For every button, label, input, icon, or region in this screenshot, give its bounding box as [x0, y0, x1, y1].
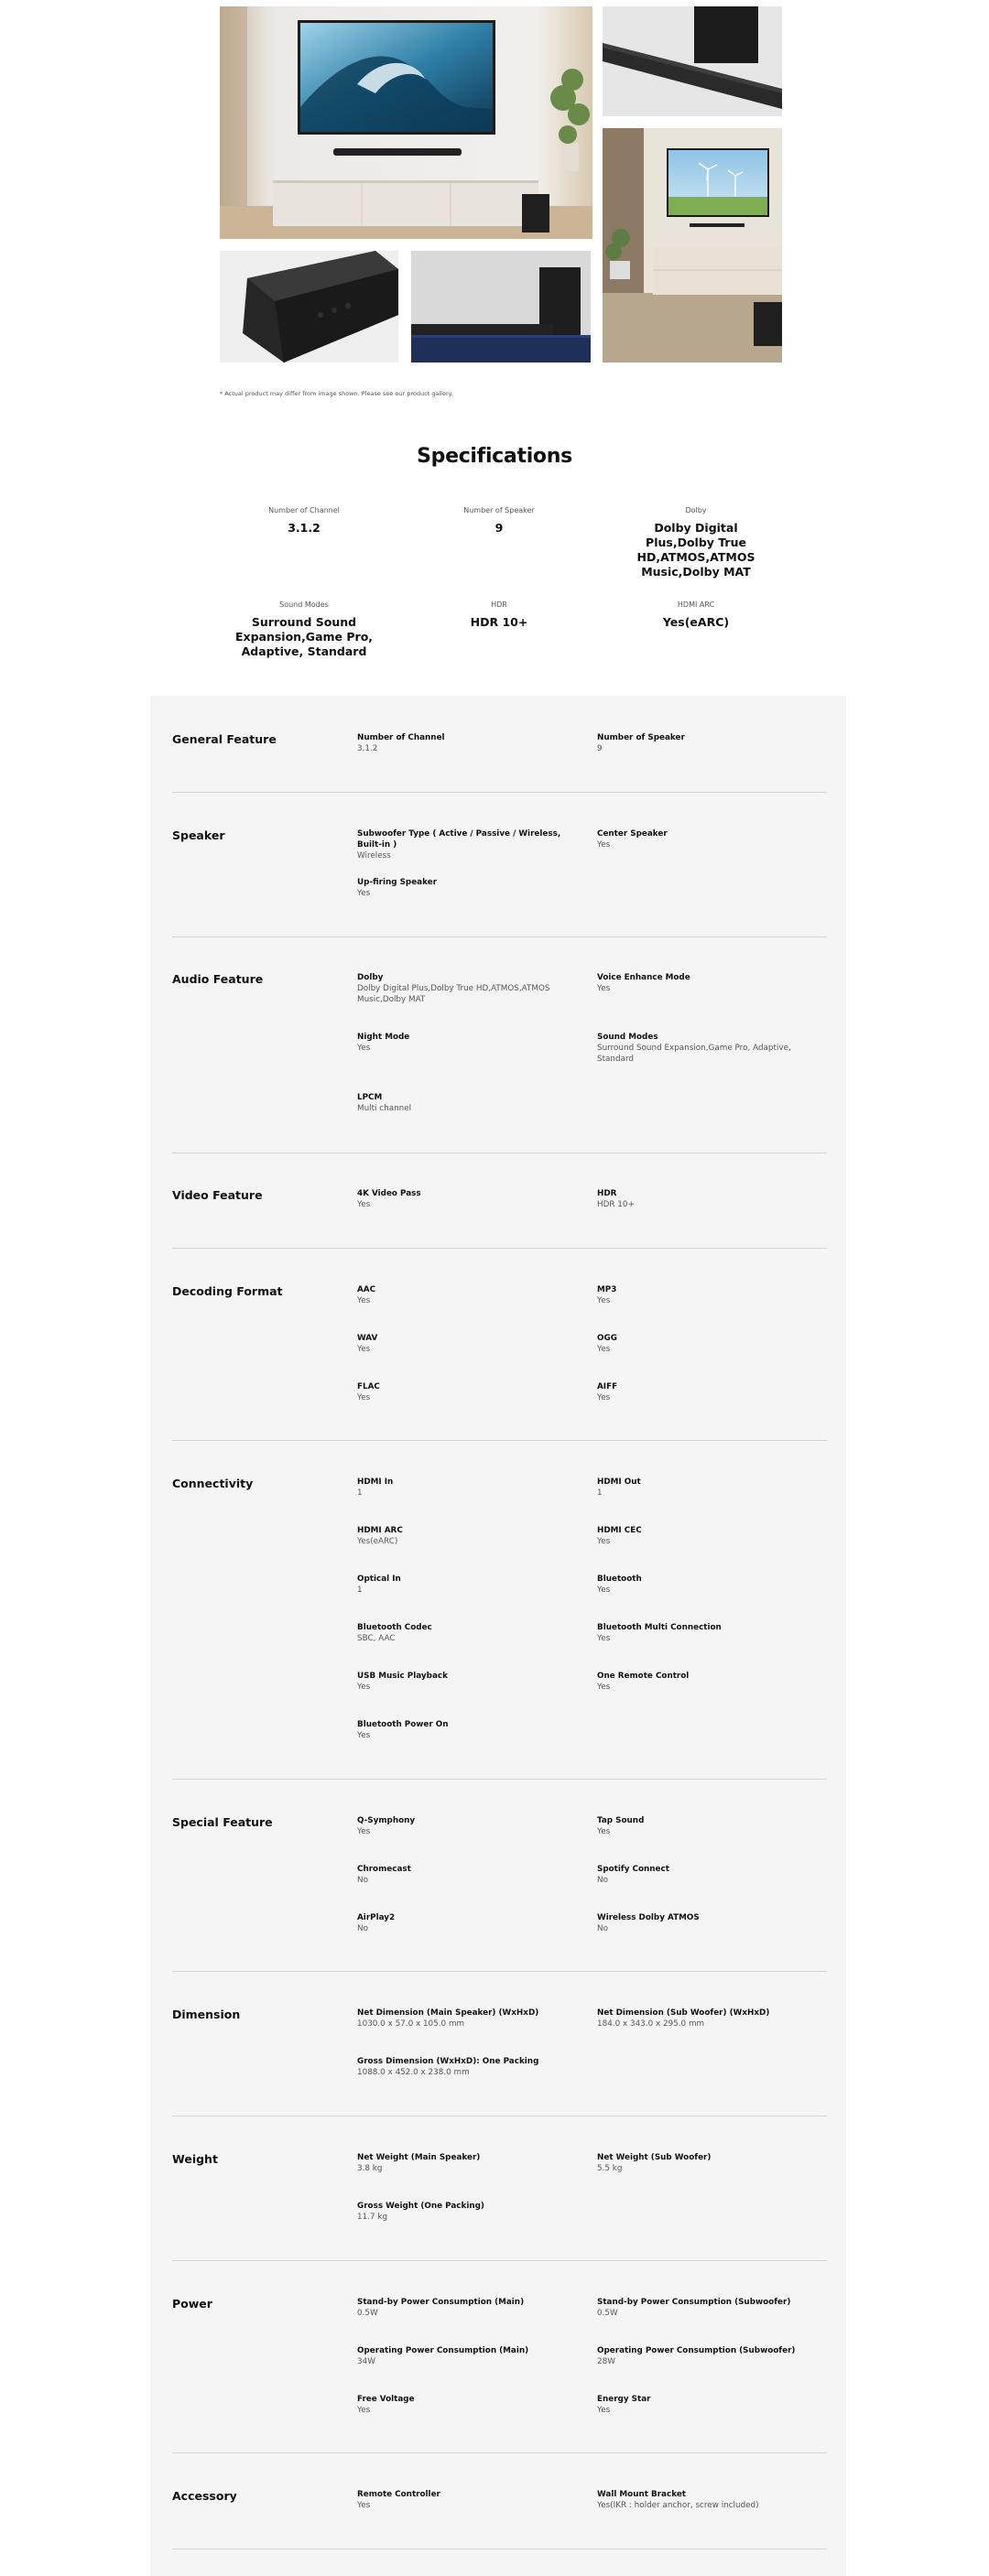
spec-key: Number of Speaker [597, 733, 685, 742]
gallery-image-living-room-wave-tv[interactable] [220, 6, 592, 239]
spec-key: 4K Video Pass [357, 1189, 421, 1198]
spec-value: HDR 10+ [597, 1200, 635, 1209]
spec-item [357, 1719, 568, 1742]
highlight-label: Number of Speaker [463, 506, 535, 514]
spec-item [597, 2152, 808, 2175]
spec-key: Optical In [357, 1575, 401, 1584]
highlight-value: Dolby Digital Plus,Dolby True HD,ATMOS,ATMOS Music,Dolby MAT [636, 521, 755, 579]
spec-value: Yes [597, 1827, 611, 1836]
spec-key: HDMI In [357, 1477, 394, 1487]
spec-key: Wireless Dolby ATMOS [597, 1913, 700, 1922]
spec-key: Gross Dimension (WxHxD): One Packing [357, 2057, 539, 2066]
highlight-label: Number of Channel [268, 506, 340, 514]
spec-value: Yes(IKR : holder anchor, screw included) [597, 2501, 759, 2510]
section-divider [172, 792, 827, 793]
spec-value: 5.5 kg [597, 2164, 623, 2173]
spec-value: Wireless [357, 851, 391, 860]
spec-item [597, 1188, 808, 1211]
spec-item [597, 1477, 808, 1499]
spec-item [357, 1574, 568, 1596]
highlight-label: HDR [491, 601, 507, 609]
spec-key: Operating Power Consumption (Main) [357, 2346, 529, 2355]
spec-value: 11.7 kg [357, 2213, 388, 2222]
section-title: Dimension [172, 2008, 241, 2021]
spec-key: HDMI ARC [357, 1526, 403, 1535]
highlight-number-of-channel [194, 506, 414, 536]
spec-value: 3.1.2 [357, 744, 378, 753]
spec-key: Energy Star [597, 2395, 651, 2404]
spec-item [357, 1333, 568, 1356]
spec-item [597, 1864, 808, 1887]
spec-key: Chromecast [357, 1865, 411, 1874]
spec-item [357, 1381, 568, 1404]
spec-item [357, 1912, 568, 1935]
spec-item [597, 1525, 808, 1548]
section-divider [172, 1440, 827, 1441]
spec-value: 1 [357, 1488, 363, 1498]
spec-item [597, 1333, 808, 1356]
section-divider [172, 1779, 827, 1780]
section-title: Special Feature [172, 1815, 273, 1829]
spec-key: Q-Symphony [357, 1816, 416, 1825]
spec-key: Stand-by Power Consumption (Main) [357, 2298, 525, 2307]
spec-value: Yes [357, 1200, 371, 1209]
spec-item [357, 2297, 586, 2320]
spec-value: 0.5W [357, 2309, 378, 2318]
spec-value: 9 [597, 744, 603, 753]
spec-key: AirPlay2 [357, 1913, 396, 1922]
spec-value: Yes [597, 1537, 611, 1546]
spec-item [357, 2056, 586, 2079]
spec-value: 1 [357, 1586, 363, 1595]
spec-key: HDMI CEC [597, 1526, 642, 1535]
spec-key: Bluetooth Multi Connection [597, 1623, 722, 1632]
spec-key: Gross Weight (One Packing) [357, 2202, 484, 2211]
spec-value: Yes [597, 984, 611, 993]
spec-value: SBC, AAC [357, 1634, 396, 1643]
spec-value: 28W [597, 2357, 615, 2366]
spec-key: Free Voltage [357, 2395, 415, 2404]
spec-item [357, 732, 568, 755]
highlight-value: 9 [494, 521, 504, 535]
spec-key: AIFF [597, 1382, 618, 1391]
spec-item [357, 2345, 586, 2368]
spec-item [357, 2201, 568, 2224]
section-title: Accessory [172, 2489, 237, 2503]
spec-key: LPCM [357, 1093, 383, 1102]
spec-key: Remote Controller [357, 2490, 440, 2499]
highlight-hdr [389, 601, 609, 630]
spec-value: Yes [597, 1296, 611, 1305]
spec-key: Sound Modes [597, 1033, 658, 1042]
product-disclaimer: * Actual product may differ from image shown. Please see our product gallery. [220, 390, 453, 397]
spec-value: Yes [597, 1345, 611, 1354]
spec-item [597, 2394, 808, 2417]
spec-key: Tap Sound [597, 1816, 645, 1825]
spec-item [597, 972, 808, 995]
spec-item [597, 2297, 826, 2320]
spec-key: Net Weight (Main Speaker) [357, 2153, 481, 2162]
spec-value: 1088.0 x 452.0 x 238.0 mm [357, 2068, 470, 2077]
spec-key: OGG [597, 1334, 617, 1343]
section-divider [172, 1971, 827, 1972]
section-divider [172, 2260, 827, 2261]
spec-key: Net Weight (Sub Woofer) [597, 2153, 712, 2162]
spec-value: Yes [597, 1683, 611, 1692]
spec-key: Number of Channel [357, 733, 445, 742]
spec-value: 34W [357, 2357, 375, 2366]
gallery-image-room-windmill-tv[interactable] [603, 128, 782, 363]
gallery-image-soundbar-closeup[interactable] [603, 6, 782, 116]
spec-item [357, 1864, 568, 1887]
spec-key: Bluetooth [597, 1575, 642, 1584]
spec-value: Yes [357, 889, 371, 898]
spec-value: Yes [597, 2406, 611, 2415]
spec-key: One Remote Control [597, 1672, 690, 1681]
spec-key: AAC [357, 1285, 376, 1294]
section-divider [172, 1248, 827, 1249]
spec-item [597, 1815, 808, 1838]
section-divider [172, 2452, 827, 2453]
spec-item [597, 2345, 826, 2368]
specifications-heading: Specifications [417, 445, 572, 468]
highlight-value: HDR 10+ [470, 615, 528, 629]
spec-item [357, 1525, 568, 1548]
spec-item [597, 1671, 808, 1694]
spec-value: 3.8 kg [357, 2164, 383, 2173]
spec-item [357, 1671, 568, 1694]
spec-key: Wall Mount Bracket [597, 2490, 686, 2499]
spec-value: Yes [357, 1731, 371, 1740]
spec-value: Yes [357, 1393, 371, 1402]
highlight-value: Yes(eARC) [662, 615, 730, 629]
highlight-dolby [586, 506, 806, 579]
spec-item [597, 1912, 808, 1935]
highlight-number-of-speaker [389, 506, 609, 536]
spec-value: Surround Sound Expansion,Game Pro, Adaptive, Standard [597, 1044, 791, 1064]
section-title: Power [172, 2297, 212, 2311]
spec-item [357, 1622, 568, 1645]
highlight-label: Dolby [685, 506, 707, 514]
spec-value: Yes [357, 1683, 371, 1692]
spec-key: FLAC [357, 1382, 380, 1391]
spec-item [357, 1477, 568, 1499]
spec-item [597, 1284, 808, 1307]
spec-value: No [357, 1876, 368, 1885]
spec-key: Dolby [357, 973, 384, 982]
spec-value: Yes [357, 2406, 371, 2415]
section-title: Connectivity [172, 1477, 254, 1490]
gallery-image-soundbar-with-subwoofer[interactable] [411, 251, 591, 363]
highlight-label: HDMI ARC [677, 601, 715, 609]
highlight-value: Surround Sound Expansion,Game Pro, Adaptive, Standard [234, 615, 374, 658]
spec-value: Multi channel [357, 1104, 412, 1113]
section-title: Weight [172, 2152, 218, 2166]
spec-value: Yes [597, 840, 611, 850]
spec-key: Net Dimension (Sub Woofer) (WxHxD) [597, 2008, 770, 2018]
section-title: Speaker [172, 828, 225, 842]
highlight-value: 3.1.2 [288, 521, 321, 535]
spec-value: Yes [597, 1634, 611, 1643]
spec-key: Voice Enhance Mode [597, 973, 690, 982]
spec-value: Yes [597, 1393, 611, 1402]
highlight-hdmi-arc [586, 601, 806, 630]
spec-key: HDR [597, 1189, 617, 1198]
spec-item [357, 972, 563, 1005]
spec-key: Net Dimension (Main Speaker) (WxHxD) [357, 2008, 539, 2018]
spec-key: Up-firing Speaker [357, 878, 438, 887]
highlight-label: Sound Modes [279, 601, 329, 609]
spec-value: 1 [597, 1488, 603, 1498]
spec-value: 0.5W [597, 2309, 618, 2318]
spec-item [357, 1092, 568, 1115]
spec-item [357, 2152, 568, 2175]
spec-item [597, 732, 808, 755]
spec-value: No [597, 1876, 608, 1885]
spec-value: No [357, 1924, 368, 1933]
spec-key: HDMI Out [597, 1477, 641, 1487]
gallery-image-subwoofer-angle[interactable] [220, 251, 398, 363]
spec-value: 1030.0 x 57.0 x 105.0 mm [357, 2019, 465, 2029]
spec-value: Yes [597, 1586, 611, 1595]
section-title: Audio Feature [172, 972, 264, 986]
spec-value: Dolby Digital Plus,Dolby True HD,ATMOS,ATMOS Music,Dolby MAT [357, 984, 550, 1004]
spec-item [597, 828, 808, 851]
spec-item [357, 1284, 568, 1307]
spec-item [597, 2489, 826, 2512]
spec-item [597, 1032, 803, 1065]
spec-item [597, 1574, 808, 1596]
spec-item [597, 1622, 808, 1645]
highlight-sound-modes [194, 601, 414, 659]
spec-key: Stand-by Power Consumption (Subwoofer) [597, 2298, 791, 2307]
spec-item [597, 2008, 826, 2030]
section-title: Decoding Format [172, 1284, 283, 1298]
spec-key: Bluetooth Power On [357, 1720, 449, 1729]
spec-item [357, 2394, 568, 2417]
spec-item [357, 2489, 568, 2512]
spec-key: USB Music Playback [357, 1672, 448, 1681]
spec-item [357, 1815, 568, 1838]
section-title: Video Feature [172, 1188, 263, 1202]
spec-value: Yes [357, 2501, 371, 2510]
spec-key: Center Speaker [597, 829, 668, 839]
product-gallery [0, 0, 989, 403]
spec-key: Operating Power Consumption (Subwoofer) [597, 2346, 796, 2355]
spec-key: Spotify Connect [597, 1865, 669, 1874]
spec-value: Yes(eARC) [357, 1537, 398, 1546]
spec-key: WAV [357, 1334, 378, 1343]
spec-value: Yes [357, 1296, 371, 1305]
spec-value: Yes [357, 1044, 371, 1053]
spec-key: Night Mode [357, 1033, 410, 1042]
spec-key: Bluetooth Codec [357, 1623, 432, 1632]
spec-item [357, 1032, 568, 1055]
spec-value: No [597, 1924, 608, 1933]
section-divider [172, 936, 827, 937]
spec-item [597, 1381, 808, 1404]
spec-item [357, 2008, 586, 2030]
spec-item [357, 828, 586, 862]
spec-value: Yes [357, 1827, 371, 1836]
spec-value: Yes [357, 1345, 371, 1354]
spec-key: MP3 [597, 1285, 617, 1294]
spec-key: Subwoofer Type ( Active / Passive / Wireless, Built-in ) [357, 829, 561, 850]
section-title: General Feature [172, 732, 277, 746]
spec-item [357, 1188, 568, 1211]
spec-value: 184.0 x 343.0 x 295.0 mm [597, 2019, 705, 2029]
spec-item [357, 877, 568, 900]
